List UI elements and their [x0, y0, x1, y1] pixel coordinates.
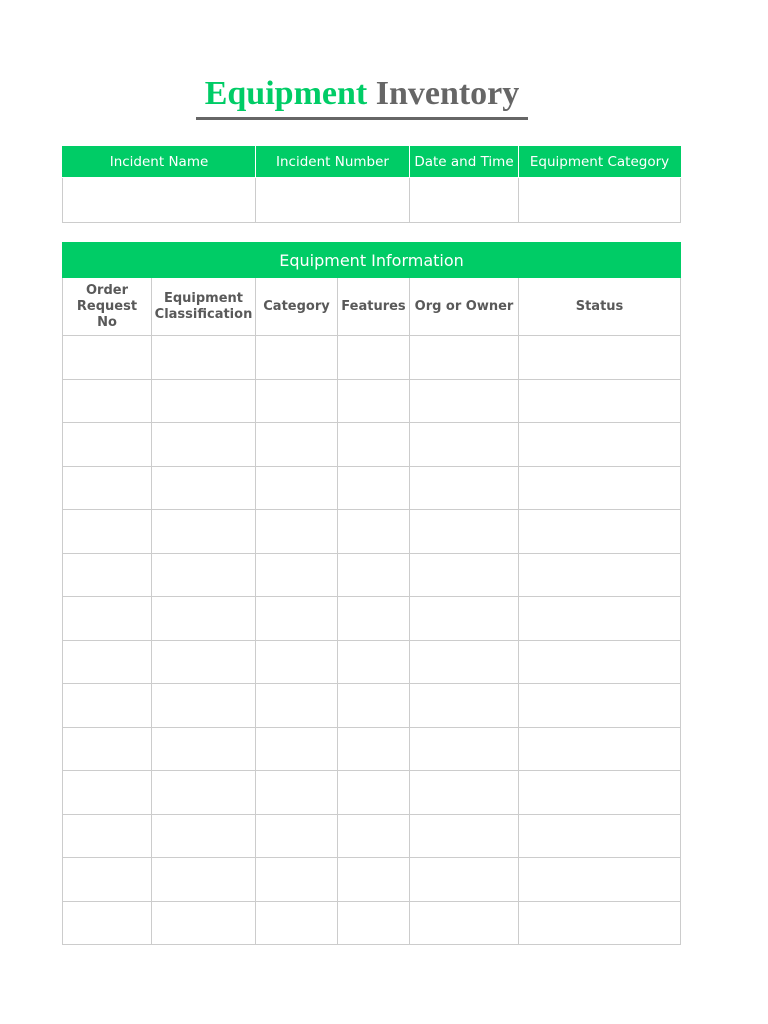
- order-request-no-cell[interactable]: [63, 379, 152, 423]
- header-status: Status: [519, 278, 681, 336]
- org-or-owner-cell[interactable]: [410, 771, 519, 815]
- header-features: Features: [338, 278, 410, 336]
- status-cell[interactable]: [519, 423, 681, 467]
- features-cell[interactable]: [338, 597, 410, 641]
- table-row: [63, 771, 681, 815]
- equipment-classification-cell[interactable]: [152, 597, 256, 641]
- order-request-no-cell[interactable]: [63, 553, 152, 597]
- incident-name-cell[interactable]: [63, 178, 256, 223]
- table-row: [63, 379, 681, 423]
- equipment-information-banner: Equipment Information: [63, 243, 681, 278]
- equipment-classification-cell[interactable]: [152, 858, 256, 902]
- org-or-owner-cell[interactable]: [410, 727, 519, 771]
- table-row: [63, 423, 681, 467]
- equipment-classification-cell[interactable]: [152, 553, 256, 597]
- header-order-request-no: Order Request No: [63, 278, 152, 336]
- incident-table: [62, 146, 681, 223]
- category-cell[interactable]: [256, 553, 338, 597]
- equipment-classification-cell[interactable]: [152, 336, 256, 380]
- category-cell[interactable]: [256, 727, 338, 771]
- header-equipment-classification: Equipment Classification: [152, 278, 256, 336]
- order-request-no-cell[interactable]: [63, 814, 152, 858]
- features-cell[interactable]: [338, 771, 410, 815]
- equipment-classification-cell[interactable]: [152, 640, 256, 684]
- table-row: [63, 466, 681, 510]
- status-cell[interactable]: [519, 727, 681, 771]
- order-request-no-cell[interactable]: [63, 771, 152, 815]
- equipment-classification-cell[interactable]: [152, 814, 256, 858]
- header-category: Category: [256, 278, 338, 336]
- category-cell[interactable]: [256, 684, 338, 728]
- order-request-no-cell[interactable]: [63, 684, 152, 728]
- equipment-information-table: [62, 242, 681, 945]
- equipment-table-body: [63, 336, 681, 945]
- order-request-no-cell[interactable]: [63, 510, 152, 554]
- category-cell[interactable]: [256, 423, 338, 467]
- equipment-classification-cell[interactable]: [152, 466, 256, 510]
- org-or-owner-cell[interactable]: [410, 553, 519, 597]
- status-cell[interactable]: [519, 858, 681, 902]
- header-equipment-category: Equipment Category: [519, 147, 681, 178]
- category-cell[interactable]: [256, 336, 338, 380]
- org-or-owner-cell[interactable]: [410, 336, 519, 380]
- equipment-category-cell[interactable]: [519, 178, 681, 223]
- incident-number-cell[interactable]: [256, 178, 410, 223]
- features-cell[interactable]: [338, 466, 410, 510]
- features-cell[interactable]: [338, 336, 410, 380]
- status-cell[interactable]: [519, 597, 681, 641]
- equipment-classification-cell[interactable]: [152, 379, 256, 423]
- equipment-classification-cell[interactable]: [152, 901, 256, 945]
- features-cell[interactable]: [338, 423, 410, 467]
- equipment-header-row: [63, 278, 681, 336]
- date-and-time-cell[interactable]: [410, 178, 519, 223]
- page-title: [196, 74, 528, 120]
- title-word-inventory: Inventory: [375, 75, 520, 112]
- status-cell[interactable]: [519, 640, 681, 684]
- category-cell[interactable]: [256, 510, 338, 554]
- features-cell[interactable]: [338, 814, 410, 858]
- category-cell[interactable]: [256, 771, 338, 815]
- org-or-owner-cell[interactable]: [410, 640, 519, 684]
- table-row: [63, 553, 681, 597]
- header-incident-number: Incident Number: [256, 147, 410, 178]
- org-or-owner-cell[interactable]: [410, 901, 519, 945]
- order-request-no-cell[interactable]: [63, 336, 152, 380]
- status-cell[interactable]: [519, 553, 681, 597]
- org-or-owner-cell[interactable]: [410, 510, 519, 554]
- title-word-equipment: Equipment: [204, 75, 368, 112]
- equipment-classification-cell[interactable]: [152, 510, 256, 554]
- status-cell[interactable]: [519, 901, 681, 945]
- category-cell[interactable]: [256, 466, 338, 510]
- header-date-and-time: Date and Time: [410, 147, 519, 178]
- order-request-no-cell[interactable]: [63, 901, 152, 945]
- order-request-no-cell[interactable]: [63, 858, 152, 902]
- order-request-no-cell[interactable]: [63, 640, 152, 684]
- org-or-owner-cell[interactable]: [410, 684, 519, 728]
- org-or-owner-cell[interactable]: [410, 379, 519, 423]
- table-row: [63, 640, 681, 684]
- header-incident-name: Incident Name: [63, 147, 256, 178]
- table-row: [63, 858, 681, 902]
- status-cell[interactable]: [519, 814, 681, 858]
- org-or-owner-cell[interactable]: [410, 597, 519, 641]
- category-cell[interactable]: [256, 379, 338, 423]
- category-cell[interactable]: [256, 858, 338, 902]
- category-cell[interactable]: [256, 597, 338, 641]
- features-cell[interactable]: [338, 858, 410, 902]
- table-row: [63, 510, 681, 554]
- status-cell[interactable]: [519, 336, 681, 380]
- features-cell[interactable]: [338, 727, 410, 771]
- table-row: [63, 597, 681, 641]
- status-cell[interactable]: [519, 379, 681, 423]
- features-cell[interactable]: [338, 901, 410, 945]
- features-cell[interactable]: [338, 510, 410, 554]
- order-request-no-cell[interactable]: [63, 597, 152, 641]
- features-cell[interactable]: [338, 640, 410, 684]
- table-row: [63, 727, 681, 771]
- features-cell[interactable]: [338, 553, 410, 597]
- equipment-banner-row: [63, 243, 681, 278]
- order-request-no-cell[interactable]: [63, 423, 152, 467]
- org-or-owner-cell[interactable]: [410, 814, 519, 858]
- order-request-no-cell[interactable]: [63, 727, 152, 771]
- status-cell[interactable]: [519, 684, 681, 728]
- table-row: [63, 814, 681, 858]
- table-row: [63, 901, 681, 945]
- status-cell[interactable]: [519, 771, 681, 815]
- equipment-classification-cell[interactable]: [152, 684, 256, 728]
- table-row: [63, 684, 681, 728]
- status-cell[interactable]: [519, 466, 681, 510]
- org-or-owner-cell[interactable]: [410, 858, 519, 902]
- equipment-classification-cell[interactable]: [152, 423, 256, 467]
- org-or-owner-cell[interactable]: [410, 466, 519, 510]
- incident-header-row: [63, 147, 681, 178]
- features-cell[interactable]: [338, 379, 410, 423]
- order-request-no-cell[interactable]: [63, 466, 152, 510]
- category-cell[interactable]: [256, 640, 338, 684]
- status-cell[interactable]: [519, 510, 681, 554]
- equipment-classification-cell[interactable]: [152, 771, 256, 815]
- header-org-or-owner: Org or Owner: [410, 278, 519, 336]
- category-cell[interactable]: [256, 901, 338, 945]
- incident-entry-row: [63, 178, 681, 223]
- equipment-classification-cell[interactable]: [152, 727, 256, 771]
- table-row: [63, 336, 681, 380]
- features-cell[interactable]: [338, 684, 410, 728]
- category-cell[interactable]: [256, 814, 338, 858]
- org-or-owner-cell[interactable]: [410, 423, 519, 467]
